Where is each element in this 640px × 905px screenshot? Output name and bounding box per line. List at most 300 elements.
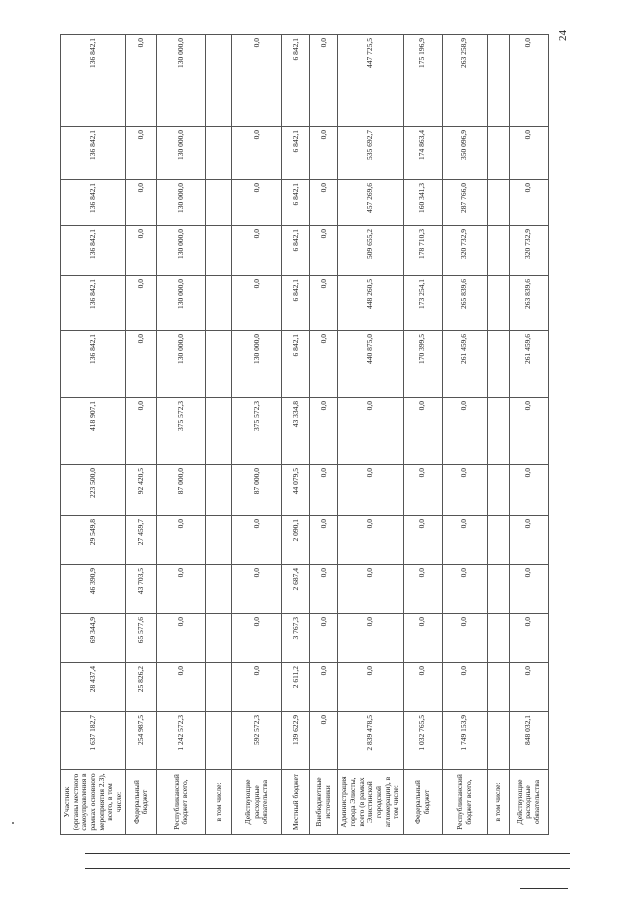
value-text: 0,0 (417, 666, 427, 676)
value-cell (403, 180, 442, 226)
value-text: 263 258,9 (459, 38, 469, 68)
value-cell (232, 331, 282, 398)
value-cell (157, 180, 206, 226)
value-text: 130 000,0 (176, 229, 186, 259)
value-cell (232, 398, 282, 465)
value-cell (403, 465, 442, 516)
value-cell (157, 663, 206, 712)
value-text: 261 459,6 (523, 334, 533, 364)
value-text: 3 767,3 (290, 617, 300, 640)
value-text: 320 732,9 (523, 229, 533, 259)
value-text: 440 875,0 (365, 334, 375, 364)
value-text: 174 863,4 (417, 130, 427, 160)
value-cell (509, 516, 548, 565)
value-text: 136 842,1 (87, 334, 97, 364)
value-cell (206, 614, 232, 663)
value-cell (126, 127, 157, 180)
value-cell (282, 712, 310, 770)
value-cell (282, 663, 310, 712)
value-text: 0,0 (318, 229, 328, 239)
value-cell (403, 516, 442, 565)
value-cell (157, 398, 206, 465)
value-text: 0,0 (136, 183, 146, 193)
value-text: 130 000,0 (176, 334, 186, 364)
value-cell (232, 614, 282, 663)
value-cell (126, 712, 157, 770)
value-cell (509, 276, 548, 331)
value-text: 130 000,0 (176, 130, 186, 160)
value-cell (487, 465, 509, 516)
value-cell (442, 226, 487, 276)
value-text: 0,0 (136, 401, 146, 411)
value-text: 6 842,1 (290, 229, 300, 252)
value-cell (487, 276, 509, 331)
value-cell (282, 465, 310, 516)
value-text: 261 459,6 (459, 334, 469, 364)
row-label: Республиканский бюджет всего, (157, 770, 206, 835)
value-cell (61, 565, 126, 614)
value-cell (310, 398, 338, 465)
value-cell (282, 565, 310, 614)
value-cell (126, 398, 157, 465)
value-cell (442, 35, 487, 127)
value-cell (61, 331, 126, 398)
value-cell (403, 712, 442, 770)
value-cell (403, 331, 442, 398)
value-cell (206, 565, 232, 614)
value-cell (509, 331, 548, 398)
value-cell (338, 180, 403, 226)
value-text: 87 000,0 (251, 468, 261, 495)
value-cell (509, 226, 548, 276)
value-cell (487, 331, 509, 398)
value-text: 0,0 (136, 38, 146, 48)
value-cell (282, 398, 310, 465)
scan-artifact (12, 822, 14, 824)
value-text: 0,0 (251, 183, 261, 193)
value-text: 0,0 (136, 334, 146, 344)
value-cell (206, 712, 232, 770)
value-text: 0,0 (417, 519, 427, 529)
value-text: 0,0 (365, 519, 375, 529)
value-cell (157, 465, 206, 516)
value-text: 0,0 (251, 617, 261, 627)
value-text: 0,0 (176, 519, 186, 529)
rotated-page-content (60, 0, 565, 835)
value-cell (232, 226, 282, 276)
value-text: 6 842,1 (290, 130, 300, 153)
value-cell (310, 276, 338, 331)
value-text: 448 260,5 (365, 279, 375, 309)
value-cell (442, 465, 487, 516)
value-text: 375 572,3 (176, 401, 186, 431)
value-cell (310, 180, 338, 226)
value-text: 0,0 (318, 617, 328, 627)
value-cell (126, 465, 157, 516)
value-cell (487, 180, 509, 226)
value-text: 0,0 (459, 568, 469, 578)
value-text: 0,0 (318, 183, 328, 193)
value-cell (310, 226, 338, 276)
value-text: 263 839,6 (523, 279, 533, 309)
value-cell (403, 614, 442, 663)
table-row (338, 35, 403, 835)
value-text: 136 842,1 (87, 229, 97, 259)
value-cell (232, 127, 282, 180)
value-text: 0,0 (417, 468, 427, 478)
value-text: 160 341,3 (417, 183, 427, 213)
page-number: 24 (557, 30, 569, 42)
value-text: 130 000,0 (176, 183, 186, 213)
value-text: 0,0 (523, 468, 533, 478)
value-text: 175 196,9 (417, 38, 427, 68)
value-cell (206, 516, 232, 565)
value-text: 509 655,2 (365, 229, 375, 259)
value-text: 87 000,0 (176, 468, 186, 495)
table-row (232, 35, 282, 835)
value-cell (232, 565, 282, 614)
value-cell (338, 516, 403, 565)
value-text: 27 459,7 (136, 519, 146, 546)
budget-table (60, 34, 549, 835)
value-cell (126, 565, 157, 614)
value-cell (442, 516, 487, 565)
value-cell (403, 276, 442, 331)
value-cell (232, 663, 282, 712)
value-cell (206, 663, 232, 712)
value-text: 0,0 (318, 468, 328, 478)
value-cell (282, 226, 310, 276)
value-cell (338, 465, 403, 516)
value-text: 0,0 (523, 666, 533, 676)
value-text: 0,0 (176, 617, 186, 627)
value-text: 0,0 (251, 38, 261, 48)
value-text: 0,0 (417, 617, 427, 627)
value-cell (126, 614, 157, 663)
value-cell (206, 465, 232, 516)
value-text: 0,0 (459, 617, 469, 627)
value-cell (206, 226, 232, 276)
value-cell (338, 614, 403, 663)
row-label: в том числе: (487, 770, 509, 835)
value-cell (282, 516, 310, 565)
value-cell (487, 226, 509, 276)
table-row (509, 35, 548, 835)
value-cell (310, 127, 338, 180)
value-text: 28 437,4 (87, 666, 97, 693)
value-text: 29 549,8 (87, 519, 97, 546)
value-cell (403, 398, 442, 465)
value-cell (232, 180, 282, 226)
value-text: 170 399,5 (417, 334, 427, 364)
table-row (61, 35, 126, 835)
value-text: 0,0 (251, 666, 261, 676)
table-row (442, 35, 487, 835)
value-text: 0,0 (318, 715, 328, 725)
value-cell (61, 398, 126, 465)
value-text: 1 749 153,9 (459, 715, 469, 751)
value-cell (338, 712, 403, 770)
value-cell (487, 712, 509, 770)
value-text: 92 420,5 (136, 468, 146, 495)
value-text: 0,0 (523, 519, 533, 529)
value-cell (282, 35, 310, 127)
value-text: 0,0 (523, 130, 533, 140)
value-cell (310, 516, 338, 565)
value-text: 0,0 (318, 279, 328, 289)
row-label: Федеральный бюджет (403, 770, 442, 835)
value-cell (403, 35, 442, 127)
value-text: 0,0 (365, 568, 375, 578)
value-cell (442, 712, 487, 770)
value-text: 0,0 (251, 130, 261, 140)
value-text: 6 842,1 (290, 38, 300, 61)
row-label: Участник (органы местного самоуправления в рамках основного мероприятия 2.3), всего, в том числе: (61, 770, 126, 835)
value-text: 130 000,0 (176, 279, 186, 309)
value-text: 1 242 572,3 (176, 715, 186, 751)
value-cell (310, 565, 338, 614)
value-text: 375 572,3 (251, 401, 261, 431)
value-text: 178 710,3 (417, 229, 427, 259)
value-cell (61, 226, 126, 276)
value-cell (61, 127, 126, 180)
value-text: 1 032 765,5 (417, 715, 427, 751)
value-cell (61, 614, 126, 663)
value-text: 65 577,6 (136, 617, 146, 644)
value-text: 0,0 (459, 519, 469, 529)
value-cell (487, 565, 509, 614)
value-text: 287 766,0 (459, 183, 469, 213)
value-cell (442, 331, 487, 398)
table-row (126, 35, 157, 835)
value-cell (310, 663, 338, 712)
value-cell (338, 127, 403, 180)
value-cell (126, 180, 157, 226)
value-cell (509, 127, 548, 180)
value-text: 43 703,5 (136, 568, 146, 595)
value-cell (310, 712, 338, 770)
table-row (487, 35, 509, 835)
value-cell (442, 127, 487, 180)
value-text: 0,0 (318, 334, 328, 344)
value-cell (206, 398, 232, 465)
value-cell (126, 331, 157, 398)
value-cell (509, 712, 548, 770)
value-cell (157, 35, 206, 127)
value-text: 418 907,1 (87, 401, 97, 431)
value-text: 457 269,6 (365, 183, 375, 213)
value-cell (338, 565, 403, 614)
value-text: 2 611,2 (290, 666, 300, 689)
value-text: 0,0 (523, 183, 533, 193)
value-cell (338, 398, 403, 465)
value-text: 535 692,7 (365, 130, 375, 160)
value-cell (157, 226, 206, 276)
value-text: 0,0 (176, 568, 186, 578)
value-cell (206, 331, 232, 398)
value-text: 69 344,9 (87, 617, 97, 644)
value-cell (282, 614, 310, 663)
value-cell (487, 614, 509, 663)
value-text: 0,0 (523, 401, 533, 411)
value-cell (442, 398, 487, 465)
value-cell (403, 127, 442, 180)
value-text: 136 842,1 (87, 38, 97, 68)
value-cell (126, 516, 157, 565)
value-cell (61, 276, 126, 331)
table-row (206, 35, 232, 835)
footer-rule (85, 868, 570, 869)
value-cell (61, 180, 126, 226)
table-row (282, 35, 310, 835)
value-text: 320 732,9 (459, 229, 469, 259)
row-label: Администрация города Элисты, всего (в рамках Элистинской городской агломерации), в том числе: (338, 770, 403, 835)
value-text: 0,0 (523, 617, 533, 627)
value-text: 2 839 478,5 (365, 715, 375, 751)
value-cell (509, 663, 548, 712)
table-row (157, 35, 206, 835)
value-text: 46 390,9 (87, 568, 97, 595)
row-label: в том числе: (206, 770, 232, 835)
value-cell (487, 398, 509, 465)
value-cell (61, 35, 126, 127)
value-cell (282, 180, 310, 226)
value-cell (403, 226, 442, 276)
value-cell (442, 614, 487, 663)
value-text: 447 725,5 (365, 38, 375, 68)
table-row (403, 35, 442, 835)
value-text: 0,0 (365, 617, 375, 627)
value-cell (310, 465, 338, 516)
value-cell (61, 465, 126, 516)
value-text: 136 842,1 (87, 130, 97, 160)
value-cell (487, 127, 509, 180)
value-text: 43 334,8 (290, 401, 300, 428)
value-text: 254 987,5 (136, 715, 146, 745)
row-label: Республиканский бюджет всего, (442, 770, 487, 835)
row-label: Действующие расходные обязательства (232, 770, 282, 835)
row-label: Внебюджетные источники (310, 770, 338, 835)
value-text: 0,0 (136, 130, 146, 140)
value-text: 350 096,9 (459, 130, 469, 160)
value-text: 173 254,1 (417, 279, 427, 309)
value-text: 0,0 (459, 401, 469, 411)
value-cell (338, 663, 403, 712)
value-text: 0,0 (417, 568, 427, 578)
value-cell (282, 276, 310, 331)
value-cell (338, 331, 403, 398)
value-text: 0,0 (136, 279, 146, 289)
value-cell (509, 180, 548, 226)
value-cell (232, 516, 282, 565)
value-cell (487, 516, 509, 565)
value-cell (157, 712, 206, 770)
row-label: Действующие расходные обязательства (509, 770, 548, 835)
value-cell (338, 35, 403, 127)
value-text: 25 826,2 (136, 666, 146, 693)
value-cell (126, 276, 157, 331)
value-text: 0,0 (523, 568, 533, 578)
value-cell (310, 331, 338, 398)
value-cell (282, 331, 310, 398)
value-cell (232, 276, 282, 331)
value-cell (157, 565, 206, 614)
value-text: 592 572,3 (251, 715, 261, 745)
value-cell (126, 663, 157, 712)
value-cell (157, 331, 206, 398)
value-cell (61, 712, 126, 770)
value-text: 848 032,1 (523, 715, 533, 745)
value-cell (232, 465, 282, 516)
value-cell (509, 398, 548, 465)
value-text: 0,0 (318, 519, 328, 529)
value-text: 0,0 (459, 468, 469, 478)
value-text: 6 842,1 (290, 279, 300, 302)
value-cell (61, 663, 126, 712)
value-text: 130 000,0 (251, 334, 261, 364)
value-cell (442, 663, 487, 712)
value-cell (157, 614, 206, 663)
value-cell (403, 663, 442, 712)
value-text: 0,0 (251, 568, 261, 578)
value-text: 1 637 182,7 (87, 715, 97, 751)
value-text: 0,0 (365, 468, 375, 478)
value-text: 44 079,5 (290, 468, 300, 495)
value-cell (338, 226, 403, 276)
value-text: 136 842,1 (87, 183, 97, 213)
value-cell (442, 565, 487, 614)
value-text: 0,0 (251, 279, 261, 289)
value-cell (403, 565, 442, 614)
value-cell (157, 127, 206, 180)
value-cell (206, 35, 232, 127)
value-cell (310, 35, 338, 127)
row-label: Местный бюджет (282, 770, 310, 835)
value-text: 0,0 (318, 568, 328, 578)
value-cell (442, 180, 487, 226)
value-text: 0,0 (176, 666, 186, 676)
value-cell (157, 276, 206, 331)
value-cell (509, 35, 548, 127)
value-text: 0,0 (417, 401, 427, 411)
value-text: 0,0 (318, 130, 328, 140)
value-text: 2 687,4 (290, 568, 300, 591)
value-cell (509, 614, 548, 663)
value-text: 0,0 (365, 666, 375, 676)
table-row (310, 35, 338, 835)
value-text: 0,0 (251, 229, 261, 239)
footer-rule-short (520, 888, 568, 889)
value-cell (487, 35, 509, 127)
value-cell (61, 516, 126, 565)
value-text: 0,0 (365, 401, 375, 411)
value-text: 139 622,9 (290, 715, 300, 745)
value-text: 0,0 (136, 229, 146, 239)
value-text: 0,0 (318, 666, 328, 676)
value-text: 0,0 (459, 666, 469, 676)
row-label: Федеральный бюджет (126, 770, 157, 835)
value-cell (126, 35, 157, 127)
value-cell (232, 35, 282, 127)
value-cell (206, 180, 232, 226)
value-text: 6 842,1 (290, 334, 300, 357)
value-cell (282, 127, 310, 180)
value-cell (442, 276, 487, 331)
value-cell (509, 565, 548, 614)
value-cell (338, 276, 403, 331)
value-text: 130 000,0 (176, 38, 186, 68)
value-cell (206, 127, 232, 180)
